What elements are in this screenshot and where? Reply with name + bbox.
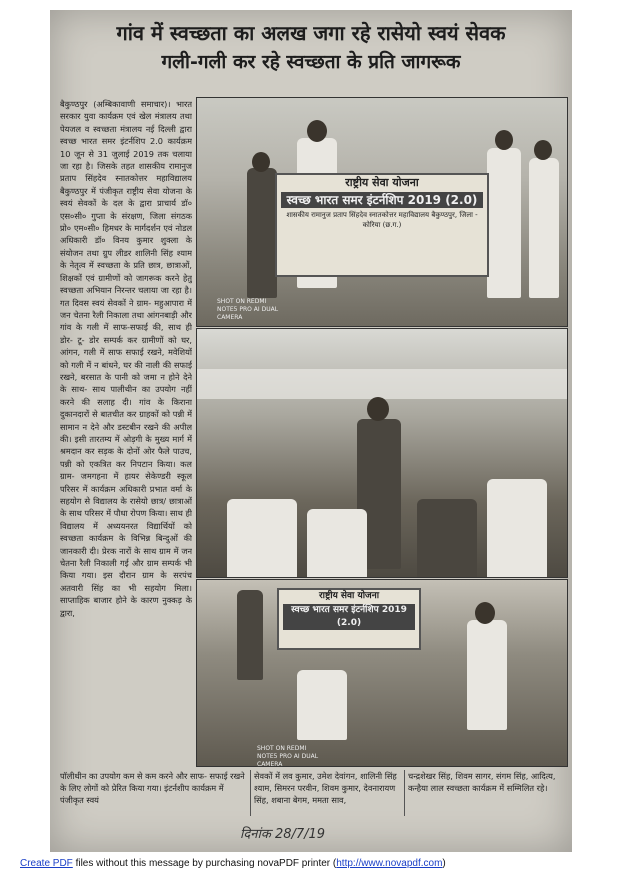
banner-nss-2 bbox=[277, 588, 421, 650]
novapdf-link[interactable]: http://www.novapdf.com bbox=[336, 858, 443, 869]
banner-title: राष्ट्रीय सेवा योजना bbox=[345, 176, 419, 189]
article-bottom-col-2: सेवकों में लव कुमार, उमेश देवांगन, शालिनी सिंह श्याम, सिमरन परवीन, शिवम कुमार, देवनारायण सिंह, शबाना बेगम, ममता साव, bbox=[254, 771, 397, 805]
person-figure bbox=[247, 168, 277, 298]
headline-line-1: गांव में स्वच्छता का अलख जगा रहे रासेयो स्वयं सेवक bbox=[116, 21, 506, 45]
column-divider bbox=[404, 770, 405, 816]
article-body-text: बैकुण्ठपुर (अम्बिकावाणी समाचार)। भारत सरकार युवा कार्यक्रम एवं खेल मंत्रालय तथा पेयजल व स्वच्छता मंत्रालय नई दिल्ली द्वारा स्वच्छ भारत समर इंटर्नशिप 2.0 कार्यक्रम 10 जून से 31 जुलाई 2019 तक चलाया जा रहा है। जिसके तहत शासकीय रामानुज प्रताप सिंहदेव स्नातकोत्तर महाविद्यालय बैकुण्ठपुर में पंजीकृत राष्ट्रीय सेवा योजना के स्वयं सेवकों के दल के द्वारा प्राचार्य डॉ० एस०सी० गुप्ता के संरक्षण, जिला संगठक प्रो० एम०सी० हिमधर के मार्गदर्शन एवं नोडल अधिकारी डॉ० विनय कुमार शुक्ला के संयोजन तथा ग्रुप लीडर शालिनी सिंह श्याम के नेतृत्व में स्वच्छता के प्रति छात्र, छात्राओं, शिक्षकों एवं ग्रामीणों को जागरूक करने हेतु स्वच्छता अभियान निरन्तर चलाया जा रहा है। गत दिवस स्वयं सेवकों ने ग्राम- महुआपारा में जन चेतना रैली निकाला तथा आंगनबाड़ी और गांव के गली में साफ-सफाई की, साथ ही डोर- टू- डोर सम्पर्क कर ग्रामीणों को घर, आंगन, गली में साफ सफाई रखने, मवेशियों को गली में न बांधने, घर की नाली की सफाई रखने, बरसात के पानी को जमा न होने देने के साथ- साथ पालीथीन का उपयोग नहीं करने की सलाह दी। गांव के किराना दुकानदारों से बातचीत कर ग्राहकों को पन्नी में सामान न देने और डस्टबीन रखने की अपील की। इसी तारतम्य में ओड़गी के मुख्य मार्ग में श्रमदान कर सड़क के दोनों ओर फैले पाउच, पन्नी को एकत्रित कर निपटान किया। कल ग्राम- जमगहना में हायर सेकेण्डरी स्कूल परिसर में कार्यक्रम अधिकारी प्रभात वर्मा के सहयोग से विद्यालय के रासेयो छात्र/ छात्राओं के साथ परिसर में पौधा रोपण किया। साथ ही विद्यालय में अध्ययनरत विद्यार्थियों को स्वच्छता कार्यक्रम के विभिन्न बिन्दुओं की जानकारी दी। प्रेरक नारों के साथ ग्राम में जन चेतना रैली निकाली गई और ग्राम सम्पर्क भी किया गया। इस दौरान ग्राम के सरपंच अतवारी सिंह का भी सहयोग मिला। साप्ताहिक बाजार होने के कारण नुक्कड़ के द्वारा, bbox=[60, 99, 192, 618]
seated-student bbox=[227, 499, 297, 578]
pdf-footer bbox=[20, 858, 446, 869]
newspaper-clipping bbox=[50, 10, 572, 852]
article-bottom-col-3: चन्द्रशेखर सिंह, शिवम सागर, संगम सिंह, आदित्य, कन्हैया लाल स्वच्छता कार्यक्रम में सम्मिलित रहे। bbox=[408, 771, 556, 793]
banner-nss-1 bbox=[275, 173, 489, 277]
tent-canopy bbox=[197, 369, 567, 399]
seated-student bbox=[307, 509, 367, 578]
banner-subtitle: स्वच्छ भारत समर इंटर्नशिप 2019 (2.0) bbox=[281, 192, 483, 208]
seated-student bbox=[417, 499, 477, 578]
person-head bbox=[495, 130, 513, 150]
article-column bbox=[60, 98, 192, 770]
seated-student bbox=[487, 479, 547, 578]
banner-title: राष्ट्रीय सेवा योजना bbox=[318, 591, 380, 601]
footer-message: files without this message by purchasing novaPDF printer ( bbox=[72, 858, 337, 869]
photo-tree-planting bbox=[196, 579, 568, 767]
digging-student bbox=[467, 620, 507, 730]
column-divider bbox=[250, 770, 251, 816]
article-bottom-col-1: पॉलीथीन का उपयोग कम से कम करने और साफ- सफाई रखने के लिए लोगों को प्रेरित किया गया। इंटर्नशीप कार्यक्रम में पंजीकृत स्वयं bbox=[60, 771, 245, 805]
headline-line-2: गली-गली कर रहे स्वच्छता के प्रति जागरूक bbox=[161, 51, 461, 73]
speaker-head bbox=[367, 397, 389, 421]
person-head bbox=[534, 140, 552, 160]
person-head bbox=[475, 602, 495, 624]
photo-students-seated bbox=[196, 328, 568, 578]
person-figure bbox=[529, 158, 559, 298]
footer-suffix: ) bbox=[442, 858, 446, 869]
banner-subtitle: स्वच्छ भारत समर इंटर्नशिप 2019 (2.0) bbox=[283, 604, 415, 630]
banner-college: शासकीय रामानुज प्रताप सिंहदेव स्नातकोत्तर महाविद्यालय बैकुण्ठपुर, जिला - कोरिया (छ.ग.) bbox=[286, 211, 478, 229]
planting-student bbox=[297, 670, 347, 740]
create-pdf-link[interactable]: Create PDF bbox=[20, 858, 73, 869]
person-figure bbox=[237, 590, 263, 680]
person-head bbox=[307, 120, 327, 142]
handwritten-date: दिनांक 28/7/19 bbox=[240, 827, 326, 842]
camera-watermark: SHOT ON REDMI NOTE5 PRO AI DUAL CAMERA bbox=[257, 745, 319, 767]
person-head bbox=[252, 152, 270, 172]
photo-group-banner bbox=[196, 97, 568, 327]
person-figure bbox=[487, 148, 521, 298]
camera-watermark: SHOT ON REDMI NOTE5 PRO AI DUAL CAMERA bbox=[217, 298, 279, 321]
